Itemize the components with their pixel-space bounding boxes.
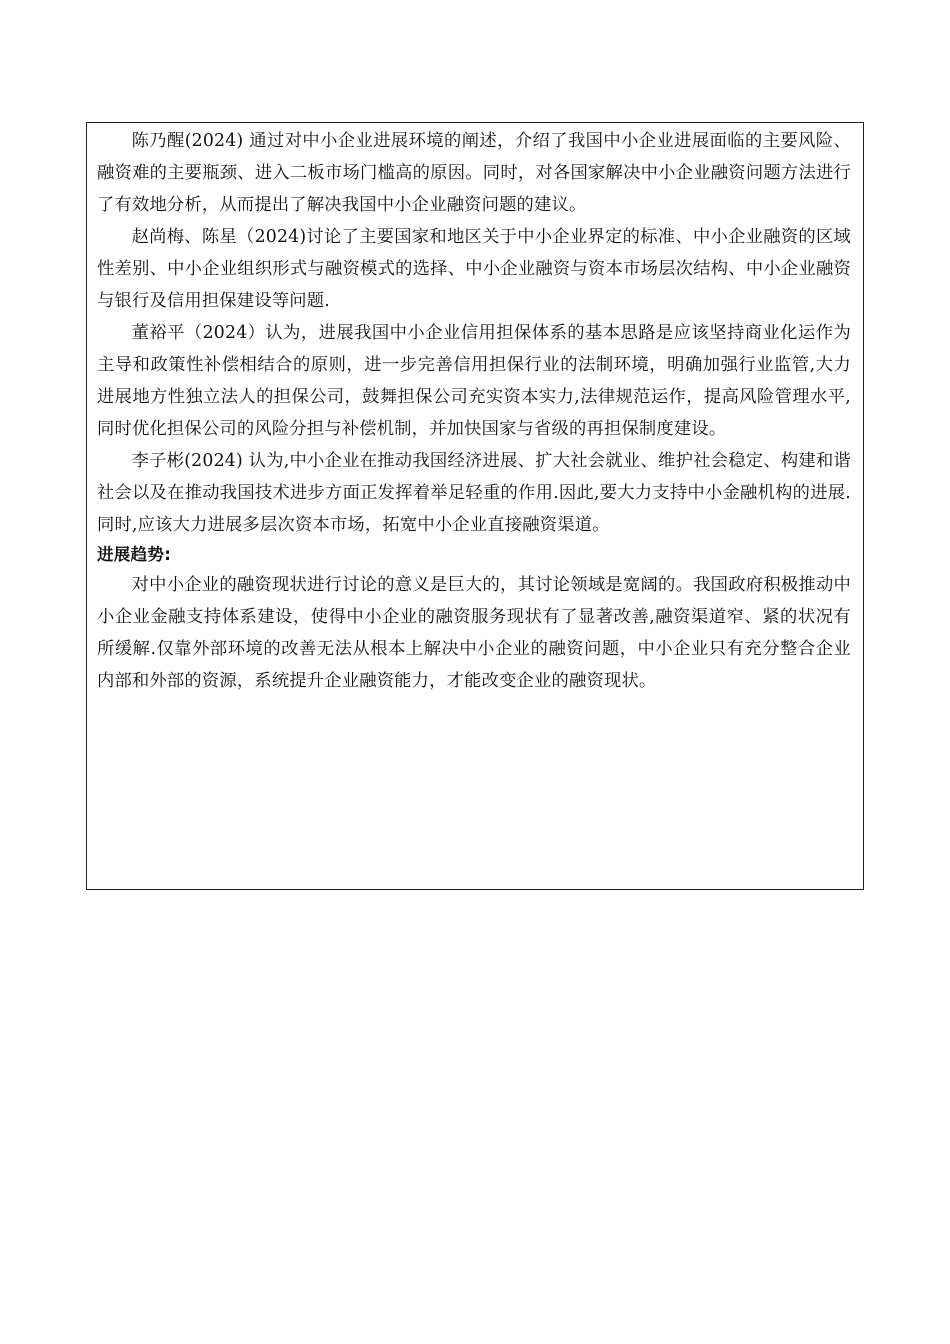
document-table-cell <box>86 122 864 890</box>
paragraph-zhao-shangmei: 赵尚梅、陈星（2024)讨论了主要国家和地区关于中小企业界定的标准、中小企业融资的区域性差别、中小企业组织形式与融资模式的选择、中小企业融资与资本市场层次结构、中小企业融资与银行及信用担保建设等问题. <box>97 227 851 311</box>
section-heading-trend: 进展趋势: <box>97 545 172 564</box>
paragraph-dong-yuping: 董裕平（2024）认为，进展我国中小企业信用担保体系的基本思路是应该坚持商业化运作为主导和政策性补偿相结合的原则，进一步完善信用担保行业的法制环境，明确加强行业监管,大力进展地方性独立法人的担保公司，鼓舞担保公司充实资本实力,法律规范运作，提高风险管理水平,同时优化担保公司的风险分担与补偿机制，并加快国家与省级的再担保制度建设。 <box>97 323 851 439</box>
paragraph-trend: 对中小企业的融资现状进行讨论的意义是巨大的，其讨论领域是宽阔的。我国政府积极推动中小企业金融支持体系建设，使得中小企业的融资服务现状有了显著改善,融资渠道窄、紧的状况有所缓解.仅靠外部环境的改善无法从根本上解决中小企业的融资问题，中小企业只有充分整合企业内部和外部的资源，系统提升企业融资能力，才能改变企业的融资现状。 <box>97 575 851 691</box>
paragraph-li-zibin: 李子彬(2024) 认为,中小企业在推动我国经济进展、扩大社会就业、维护社会稳定、构建和谐社会以及在推动我国技术进步方面正发挥着举足轻重的作用.因此,要大力支持中小金融机构的进展.同时,应该大力进展多层次资本市场，拓宽中小企业直接融资渠道。 <box>97 451 851 535</box>
paragraph-chen-naixing: 陈乃醒(2024) 通过对中小企业进展环境的阐述，介绍了我国中小企业进展面临的主要风险、融资难的主要瓶颈、进入二板市场门槛高的原因。同时，对各国家解决中小企业融资问题方法进行了有效地分析，从而提出了解决我国中小企业融资问题的建议。 <box>97 131 851 215</box>
